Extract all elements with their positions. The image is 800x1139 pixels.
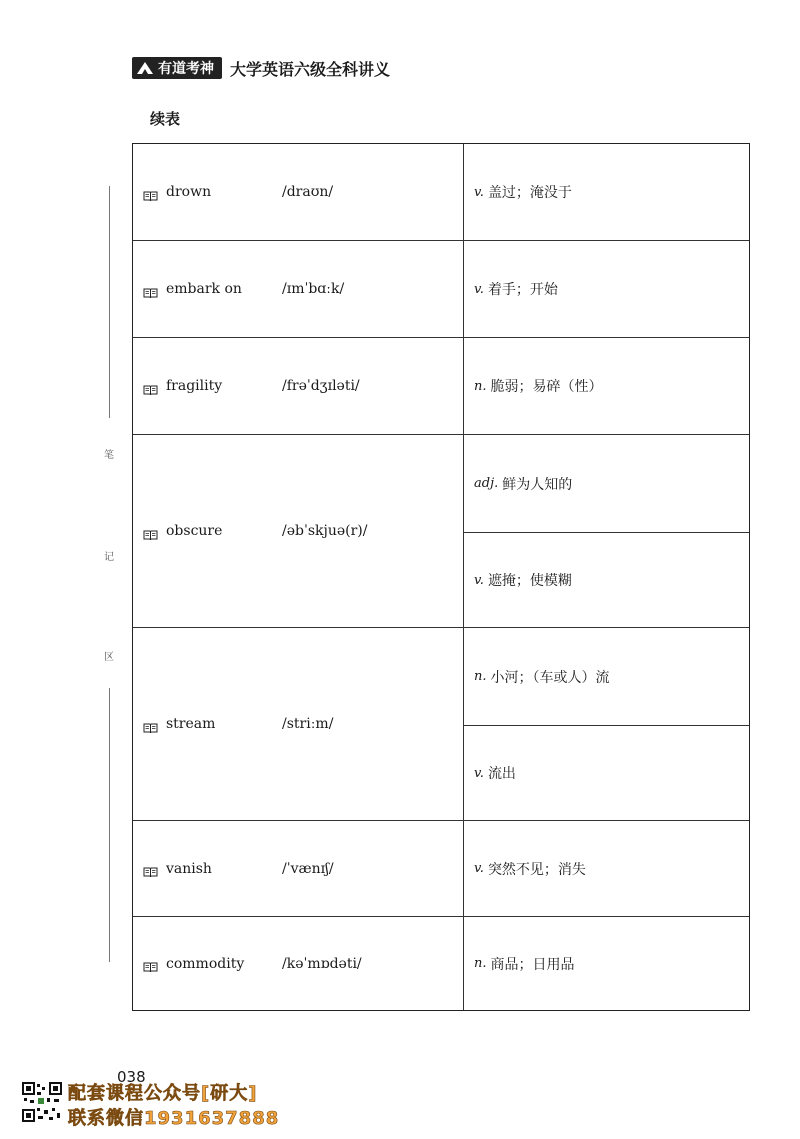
- meaning: 小河；（车或人）流: [490, 669, 610, 686]
- meaning: 遮掩；使模糊: [487, 573, 572, 589]
- sense: [464, 628, 749, 725]
- table-row: [133, 337, 749, 434]
- promo-line-2: 联系微信1931637888: [68, 1108, 280, 1129]
- word: obscure: [166, 523, 223, 539]
- continued-label: 续表: [150, 110, 181, 128]
- meaning-cell: [464, 435, 749, 627]
- meaning-cell: [464, 338, 749, 434]
- vocab-table: [132, 143, 750, 1011]
- word-cell: [133, 628, 464, 820]
- sense: [464, 917, 749, 1010]
- meaning: 商品；日用品: [490, 956, 575, 973]
- table-row: [133, 144, 749, 240]
- sense: [464, 821, 749, 916]
- word: vanish: [166, 860, 212, 877]
- sense: [464, 144, 749, 240]
- book-icon: [143, 526, 158, 537]
- part-of-speech: v.: [474, 184, 484, 200]
- meaning-cell: [464, 144, 749, 240]
- part-of-speech: v.: [474, 765, 484, 781]
- word: fragility: [166, 378, 223, 394]
- brand-logo: [132, 57, 222, 79]
- book-icon: [143, 958, 158, 969]
- meaning-cell: [464, 628, 749, 820]
- side-note-char: 区: [104, 652, 114, 663]
- word-cell: [133, 917, 464, 1010]
- word-cell: [133, 338, 464, 434]
- meaning-cell: [464, 917, 749, 1010]
- part-of-speech: n.: [474, 669, 487, 684]
- part-of-speech: v.: [474, 281, 484, 297]
- qr-code: [22, 1082, 62, 1122]
- phonetic: /əbˈskjuə(r)/: [282, 523, 368, 539]
- brand-logo-text: 有道考神: [158, 61, 214, 77]
- meaning: 着手；开始: [487, 282, 558, 298]
- meaning: 突然不见；消失: [487, 861, 586, 878]
- phonetic: /frəˈdʒɪləti/: [282, 378, 360, 394]
- table-row: [133, 916, 749, 1010]
- phonetic: /kəˈmɒdəti/: [282, 955, 362, 972]
- word-cell: [133, 144, 464, 240]
- book-icon: [143, 719, 158, 730]
- meaning: 鲜为人知的: [502, 476, 573, 493]
- book-icon: [143, 863, 158, 874]
- brand-logo-icon: [136, 60, 154, 76]
- book-title: 大学英语六级全科讲义: [230, 59, 391, 79]
- promo-line-1: 配套课程公众号[研大]: [68, 1083, 258, 1104]
- sense: [464, 435, 749, 532]
- page-header: [132, 56, 390, 80]
- phonetic: /striːm/: [282, 716, 334, 732]
- word: stream: [166, 716, 216, 732]
- phonetic: /ɪmˈbɑːk/: [282, 281, 345, 297]
- word: drown: [166, 184, 212, 200]
- part-of-speech: n.: [474, 956, 487, 971]
- word-cell: [133, 241, 464, 337]
- word-cell: [133, 821, 464, 916]
- meaning: 盖过；淹没于: [487, 185, 572, 201]
- meaning: 脆弱；易碎（性）: [490, 379, 603, 395]
- page-number: 038: [117, 1068, 146, 1086]
- meaning: 流出: [487, 766, 516, 782]
- word-cell: [133, 435, 464, 627]
- margin-line-top: [109, 186, 110, 418]
- sense: [464, 241, 749, 337]
- word: embark on: [166, 281, 242, 297]
- phonetic: /ˈvænɪʃ/: [282, 860, 334, 877]
- phonetic: /draʊn/: [282, 184, 334, 200]
- table-row: [133, 240, 749, 337]
- part-of-speech: v.: [474, 861, 484, 876]
- sense: [464, 532, 749, 627]
- margin-line-bottom: [109, 688, 110, 962]
- table-row: [133, 627, 749, 820]
- table-row: [133, 820, 749, 916]
- part-of-speech: adj.: [474, 476, 499, 491]
- word: commodity: [166, 955, 245, 972]
- side-note-char: 记: [104, 552, 114, 563]
- meaning-cell: [464, 821, 749, 916]
- sense: [464, 725, 749, 820]
- part-of-speech: v.: [474, 572, 484, 588]
- book-icon: [143, 187, 158, 198]
- sense: [464, 338, 749, 434]
- table-row: [133, 434, 749, 627]
- book-icon: [143, 381, 158, 392]
- part-of-speech: n.: [474, 378, 487, 394]
- book-icon: [143, 284, 158, 295]
- meaning-cell: [464, 241, 749, 337]
- side-note-char: 笔: [104, 450, 114, 461]
